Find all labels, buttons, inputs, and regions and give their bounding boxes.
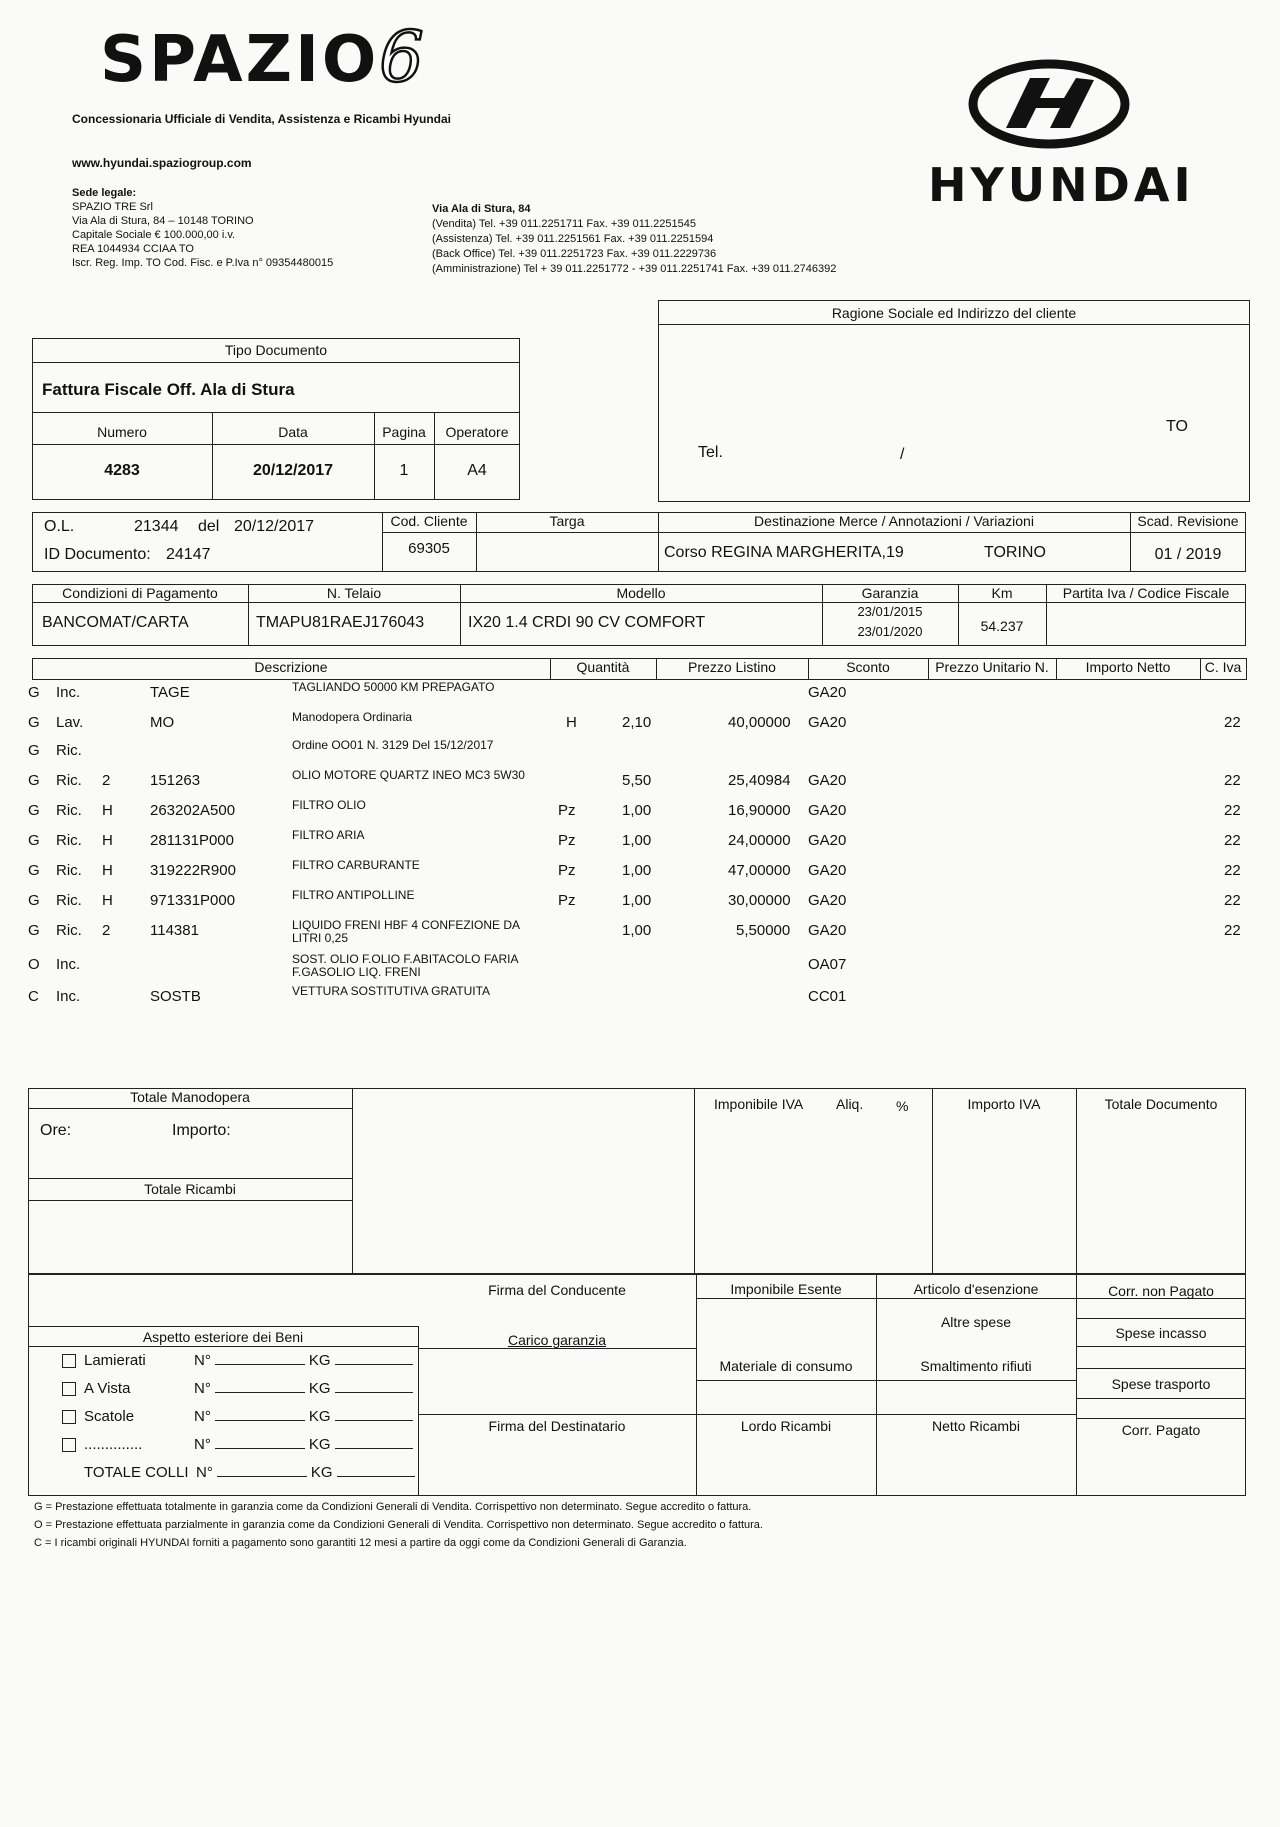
row-qty: 1,00	[622, 922, 652, 939]
spese-incasso-header: Spese incasso	[1115, 1325, 1207, 1341]
row-iva: 22	[1224, 832, 1241, 849]
aspetto-row[interactable]	[62, 1436, 417, 1453]
table-row	[28, 888, 1258, 916]
row-price: 16,90000	[728, 802, 791, 819]
smaltimento-rifiuti-header: Smaltimento rifiuti	[920, 1358, 1032, 1374]
legal-line: Iscr. Reg. Imp. TO Cod. Fisc. e P.Iva n° 09354480015	[72, 257, 334, 269]
aspetto-row	[84, 1464, 419, 1481]
aspetto-row[interactable]	[62, 1352, 417, 1369]
kg-label: KG	[308, 1352, 331, 1369]
row-desc: SOST. OLIO F.OLIO F.ABITACOLO FARIA F.GASOLIO LIQ. FRENI	[292, 952, 518, 979]
n-label: N°	[196, 1464, 213, 1481]
perc-header: %	[896, 1098, 909, 1114]
totale-ricambi-header: Totale Ricambi	[144, 1181, 236, 1197]
row-g: C	[28, 988, 39, 1005]
row-type: Ric.	[56, 862, 82, 879]
row-iva: 22	[1224, 714, 1241, 731]
row-qty: 5,50	[622, 772, 652, 789]
row-type: Ric.	[56, 772, 82, 789]
row-type: Ric.	[56, 742, 82, 759]
row-sub: 2	[102, 772, 111, 789]
col-descrizione: Descrizione	[254, 659, 328, 675]
row-sconto: CC01	[808, 988, 847, 1005]
row-desc: Ordine OO01 N. 3129 Del 15/12/2017	[292, 738, 494, 752]
row-code: SOSTB	[150, 988, 201, 1005]
kg-label: KG	[310, 1464, 333, 1481]
doc-data-header: Data	[278, 424, 308, 440]
note-line: O = Prestazione effettuata parzialmente in garanzia come da Condizioni Generali di Vendita. Corrispettivo non determinato. Segue accredito o fattura.	[34, 1519, 763, 1531]
corr-non-pagato-header: Corr. non Pagato	[1108, 1283, 1214, 1299]
row-type: Ric.	[56, 802, 82, 819]
contact-info	[432, 202, 836, 277]
row-g: G	[28, 862, 40, 879]
n-label: N°	[194, 1436, 211, 1453]
checkbox-icon[interactable]	[62, 1382, 76, 1396]
row-code: TAGE	[150, 684, 190, 701]
row-desc: Manodopera Ordinaria	[292, 710, 413, 724]
contact-line: (Assistenza) Tel. +39 011.2251561 Fax. +39 011.2251594	[432, 233, 714, 245]
doc-operatore: A4	[467, 462, 487, 479]
row-qty: 1,00	[622, 802, 652, 819]
row-code: MO	[150, 714, 175, 731]
spese-trasporto-header: Spese trasporto	[1111, 1376, 1211, 1392]
row-desc: FILTRO CARBURANTE	[292, 858, 420, 872]
row-code: 319222R900	[150, 862, 236, 879]
row-qty: 2,10	[622, 714, 652, 731]
row-desc: LIQUIDO FRENI HBF 4 CONFEZIONE DA LITRI 0,25	[292, 918, 520, 945]
ol-label: O.L.	[44, 518, 75, 535]
col-quantita: Quantità	[576, 659, 630, 675]
modello-header: Modello	[616, 585, 666, 601]
row-sub: H	[102, 832, 113, 849]
row-sconto: GA20	[808, 714, 847, 731]
hyundai-emblem-icon	[968, 58, 1130, 150]
table-row	[28, 984, 1258, 1012]
doc-operatore-header: Operatore	[445, 424, 509, 440]
aspetto-label: TOTALE COLLI	[84, 1464, 189, 1481]
id-documento-label: ID Documento:	[44, 546, 151, 563]
row-iva: 22	[1224, 772, 1241, 789]
ol-number: 21344	[134, 518, 179, 535]
row-code: 971331P000	[150, 892, 236, 909]
row-desc: FILTRO ARIA	[292, 828, 365, 842]
ore-label: Ore:	[40, 1122, 72, 1139]
row-price: 24,00000	[728, 832, 791, 849]
n-label: N°	[194, 1380, 211, 1397]
row-code: 151263	[150, 772, 201, 789]
cod-cliente: 69305	[408, 540, 450, 557]
row-um: H	[566, 714, 577, 731]
row-g: G	[28, 772, 40, 789]
contact-label: Via Ala di Stura, 84	[432, 203, 531, 215]
customer-tel-label: Tel.	[698, 444, 723, 461]
row-um: Pz	[558, 892, 576, 909]
spazio-logo	[100, 16, 424, 96]
km: 54.237	[980, 618, 1024, 634]
id-documento: 24147	[166, 546, 211, 563]
row-sub: 2	[102, 922, 111, 939]
ol-date: 20/12/2017	[234, 518, 315, 535]
table-row	[28, 952, 1258, 980]
row-type: Lav.	[56, 714, 84, 731]
telaio-header: N. Telaio	[326, 585, 382, 601]
row-type: Ric.	[56, 922, 82, 939]
logo-text: SPAZIO	[100, 23, 380, 97]
row-sub: H	[102, 802, 113, 819]
corr-pagato-header: Corr. Pagato	[1121, 1422, 1201, 1438]
kg-label: KG	[308, 1380, 331, 1397]
footer-notes	[34, 1498, 763, 1552]
row-price: 25,40984	[728, 772, 791, 789]
checkbox-icon[interactable]	[62, 1438, 76, 1452]
row-sconto: GA20	[808, 832, 847, 849]
row-code: 263202A500	[150, 802, 236, 819]
row-iva: 22	[1224, 892, 1241, 909]
aspetto-label: Scatole	[84, 1408, 135, 1425]
garanzia-from: 23/01/2015	[857, 604, 923, 619]
row-g: G	[28, 802, 40, 819]
legal-line: Capitale Sociale € 100.000,00 i.v.	[72, 229, 236, 241]
telaio: TMAPU81RAEJ176043	[256, 614, 425, 631]
row-um: Pz	[558, 862, 576, 879]
doc-type-value: Fattura Fiscale Off. Ala di Stura	[42, 380, 295, 399]
customer-header: Ragione Sociale ed Indirizzo del cliente	[831, 305, 1077, 321]
checkbox-icon[interactable]	[62, 1410, 76, 1424]
row-um: Pz	[558, 802, 576, 819]
row-g: G	[28, 684, 40, 701]
website-link[interactable]: www.hyundai.spaziogroup.com	[72, 156, 252, 170]
row-sconto: GA20	[808, 684, 847, 701]
garanzia-header: Garanzia	[861, 585, 919, 601]
doc-pagina-header: Pagina	[382, 424, 426, 440]
row-desc: FILTRO OLIO	[292, 798, 366, 812]
row-iva: 22	[1224, 862, 1241, 879]
row-sconto: GA20	[808, 772, 847, 789]
doc-data: 20/12/2017	[252, 462, 334, 479]
row-g: G	[28, 714, 40, 731]
row-sconto: GA20	[808, 862, 847, 879]
materiale-consumo-header: Materiale di consumo	[719, 1358, 853, 1374]
legal-line: Via Ala di Stura, 84 – 10148 TORINO	[72, 215, 254, 227]
doc-numero: 4283	[104, 462, 140, 479]
piva-header: Partita Iva / Codice Fiscale	[1062, 585, 1230, 601]
table-row	[28, 738, 1258, 766]
aliq-header: Aliq.	[836, 1096, 864, 1112]
cod-cliente-header: Cod. Cliente	[390, 513, 468, 529]
netto-ricambi-header: Netto Ricambi	[932, 1418, 1020, 1434]
firma-destinatario-label: Firma del Destinatario	[488, 1418, 626, 1434]
aspetto-row[interactable]	[62, 1380, 417, 1397]
tagline: Concessionaria Ufficiale di Vendita, Assistenza e Ricambi Hyundai	[72, 112, 452, 126]
aspetto-beni-header: Aspetto esteriore dei Beni	[142, 1329, 304, 1345]
row-desc: VETTURA SOSTITUTIVA GRATUITA	[292, 984, 491, 998]
contact-line: (Vendita) Tel. +39 011.2251711 Fax. +39 011.2251545	[432, 218, 697, 230]
pagamento: BANCOMAT/CARTA	[42, 614, 189, 631]
n-label: N°	[194, 1352, 211, 1369]
table-row	[28, 858, 1258, 886]
imponibile-iva-header: Imponibile IVA	[714, 1096, 804, 1112]
ol-del-label: del	[198, 518, 220, 535]
row-code: 114381	[150, 922, 199, 939]
table-row	[28, 918, 1258, 946]
checkbox-icon[interactable]	[62, 1354, 76, 1368]
doc-pagina: 1	[399, 462, 409, 479]
carico-garanzia-header: Carico garanzia	[507, 1332, 607, 1348]
doc-numero-header: Numero	[97, 424, 147, 440]
destinazione-header: Destinazione Merce / Annotazioni / Variazioni	[754, 513, 1034, 529]
destinazione-address: Corso REGINA MARGHERITA,19	[664, 544, 904, 561]
contact-line: (Back Office) Tel. +39 011.2251723 Fax. +39 011.2229736	[432, 248, 717, 260]
row-sconto: GA20	[808, 892, 847, 909]
row-type: Inc.	[56, 988, 81, 1005]
aspetto-row[interactable]	[62, 1408, 417, 1425]
row-g: G	[28, 922, 40, 939]
row-desc: FILTRO ANTIPOLLINE	[292, 888, 415, 902]
doc-type-header: Tipo Documento	[224, 342, 328, 358]
row-sub: H	[102, 862, 113, 879]
table-row	[28, 768, 1258, 796]
row-desc: TAGLIANDO 50000 KM PREPAGATO	[292, 680, 495, 694]
modello: IX20 1.4 CRDI 90 CV COMFORT	[468, 614, 706, 631]
row-code: 281131P000	[150, 832, 234, 849]
revisione: 01 / 2019	[1154, 546, 1222, 563]
row-um: Pz	[558, 832, 576, 849]
row-type: Inc.	[56, 684, 81, 701]
table-row	[28, 680, 1258, 708]
row-g: G	[28, 832, 40, 849]
customer-tel-sep: /	[900, 446, 905, 463]
row-desc: OLIO MOTORE QUARTZ INEO MC3 5W30	[292, 768, 525, 782]
importo-iva-header: Importo IVA	[967, 1096, 1041, 1112]
col-prezzo-unitario: Prezzo Unitario N.	[935, 659, 1049, 675]
row-qty: 1,00	[622, 832, 652, 849]
row-price: 5,50000	[736, 922, 791, 939]
row-iva: 22	[1224, 922, 1241, 939]
col-sconto: Sconto	[846, 659, 890, 675]
row-price: 30,00000	[728, 892, 791, 909]
altre-spese-header: Altre spese	[940, 1314, 1012, 1330]
contact-line: (Amministrazione) Tel + 39 011.2251772 - +39 011.2251741 Fax. +39 011.2746392	[432, 263, 837, 275]
articolo-esenzione-header: Articolo d'esenzione	[913, 1281, 1039, 1297]
firma-conducente-label: Firma del Conducente	[488, 1282, 626, 1298]
kg-label: KG	[308, 1436, 331, 1453]
aspetto-label: ..............	[84, 1436, 143, 1453]
km-header: Km	[991, 585, 1013, 601]
note-line: C = I ricambi originali HYUNDAI forniti a pagamento sono garantiti 12 mesi a partire da oggi come da Condizioni Generali di Garanzia.	[34, 1537, 687, 1549]
destinazione-city: TORINO	[984, 544, 1046, 561]
note-line: G = Prestazione effettuata totalmente in garanzia come da Condizioni Generali di Vendita. Corrispettivo non determinato. Segue accredito o fattura.	[34, 1501, 752, 1513]
col-importo-netto: Importo Netto	[1085, 659, 1171, 675]
row-g: G	[28, 892, 40, 909]
customer-box	[658, 300, 1250, 502]
lordo-ricambi-header: Lordo Ricambi	[740, 1418, 832, 1434]
row-qty: 1,00	[622, 862, 652, 879]
row-price: 47,00000	[728, 862, 791, 879]
row-iva: 22	[1224, 802, 1241, 819]
n-label: N°	[194, 1408, 211, 1425]
row-sconto: GA20	[808, 922, 847, 939]
col-prezzo-listino: Prezzo Listino	[688, 659, 776, 675]
targa-header: Targa	[549, 513, 585, 529]
kg-label: KG	[308, 1408, 331, 1425]
imponibile-esente-header: Imponibile Esente	[730, 1281, 842, 1297]
row-g: O	[28, 956, 40, 973]
legal-line: REA 1044934 CCIAA TO	[72, 243, 194, 255]
brand-name: HYUNDAI	[928, 158, 1195, 212]
table-row	[28, 710, 1258, 738]
row-sconto: GA20	[808, 802, 847, 819]
legal-label: Sede legale:	[72, 187, 137, 199]
importo-label: Importo:	[172, 1122, 231, 1139]
row-qty: 1,00	[622, 892, 652, 909]
row-type: Ric.	[56, 892, 82, 909]
row-type: Ric.	[56, 832, 82, 849]
row-type: Inc.	[56, 956, 81, 973]
row-sub: H	[102, 892, 113, 909]
garanzia-to: 23/01/2020	[857, 624, 923, 639]
row-g: G	[28, 742, 40, 759]
col-c-iva: C. Iva	[1204, 659, 1242, 675]
revisione-header: Scad. Revisione	[1137, 513, 1239, 529]
row-sconto: OA07	[808, 956, 847, 973]
legal-line: SPAZIO TRE Srl	[72, 201, 153, 213]
table-row	[28, 798, 1258, 826]
row-price: 40,00000	[728, 714, 791, 731]
pagamento-header: Condizioni di Pagamento	[62, 585, 218, 601]
totale-documento-header: Totale Documento	[1104, 1096, 1218, 1112]
logo-number: 6	[379, 16, 424, 98]
customer-province: TO	[1166, 418, 1188, 435]
table-row	[28, 828, 1258, 856]
aspetto-label: A Vista	[84, 1380, 131, 1397]
legal-info	[72, 186, 333, 270]
aspetto-label: Lamierati	[84, 1352, 146, 1369]
totale-manodopera-header: Totale Manodopera	[130, 1089, 250, 1105]
